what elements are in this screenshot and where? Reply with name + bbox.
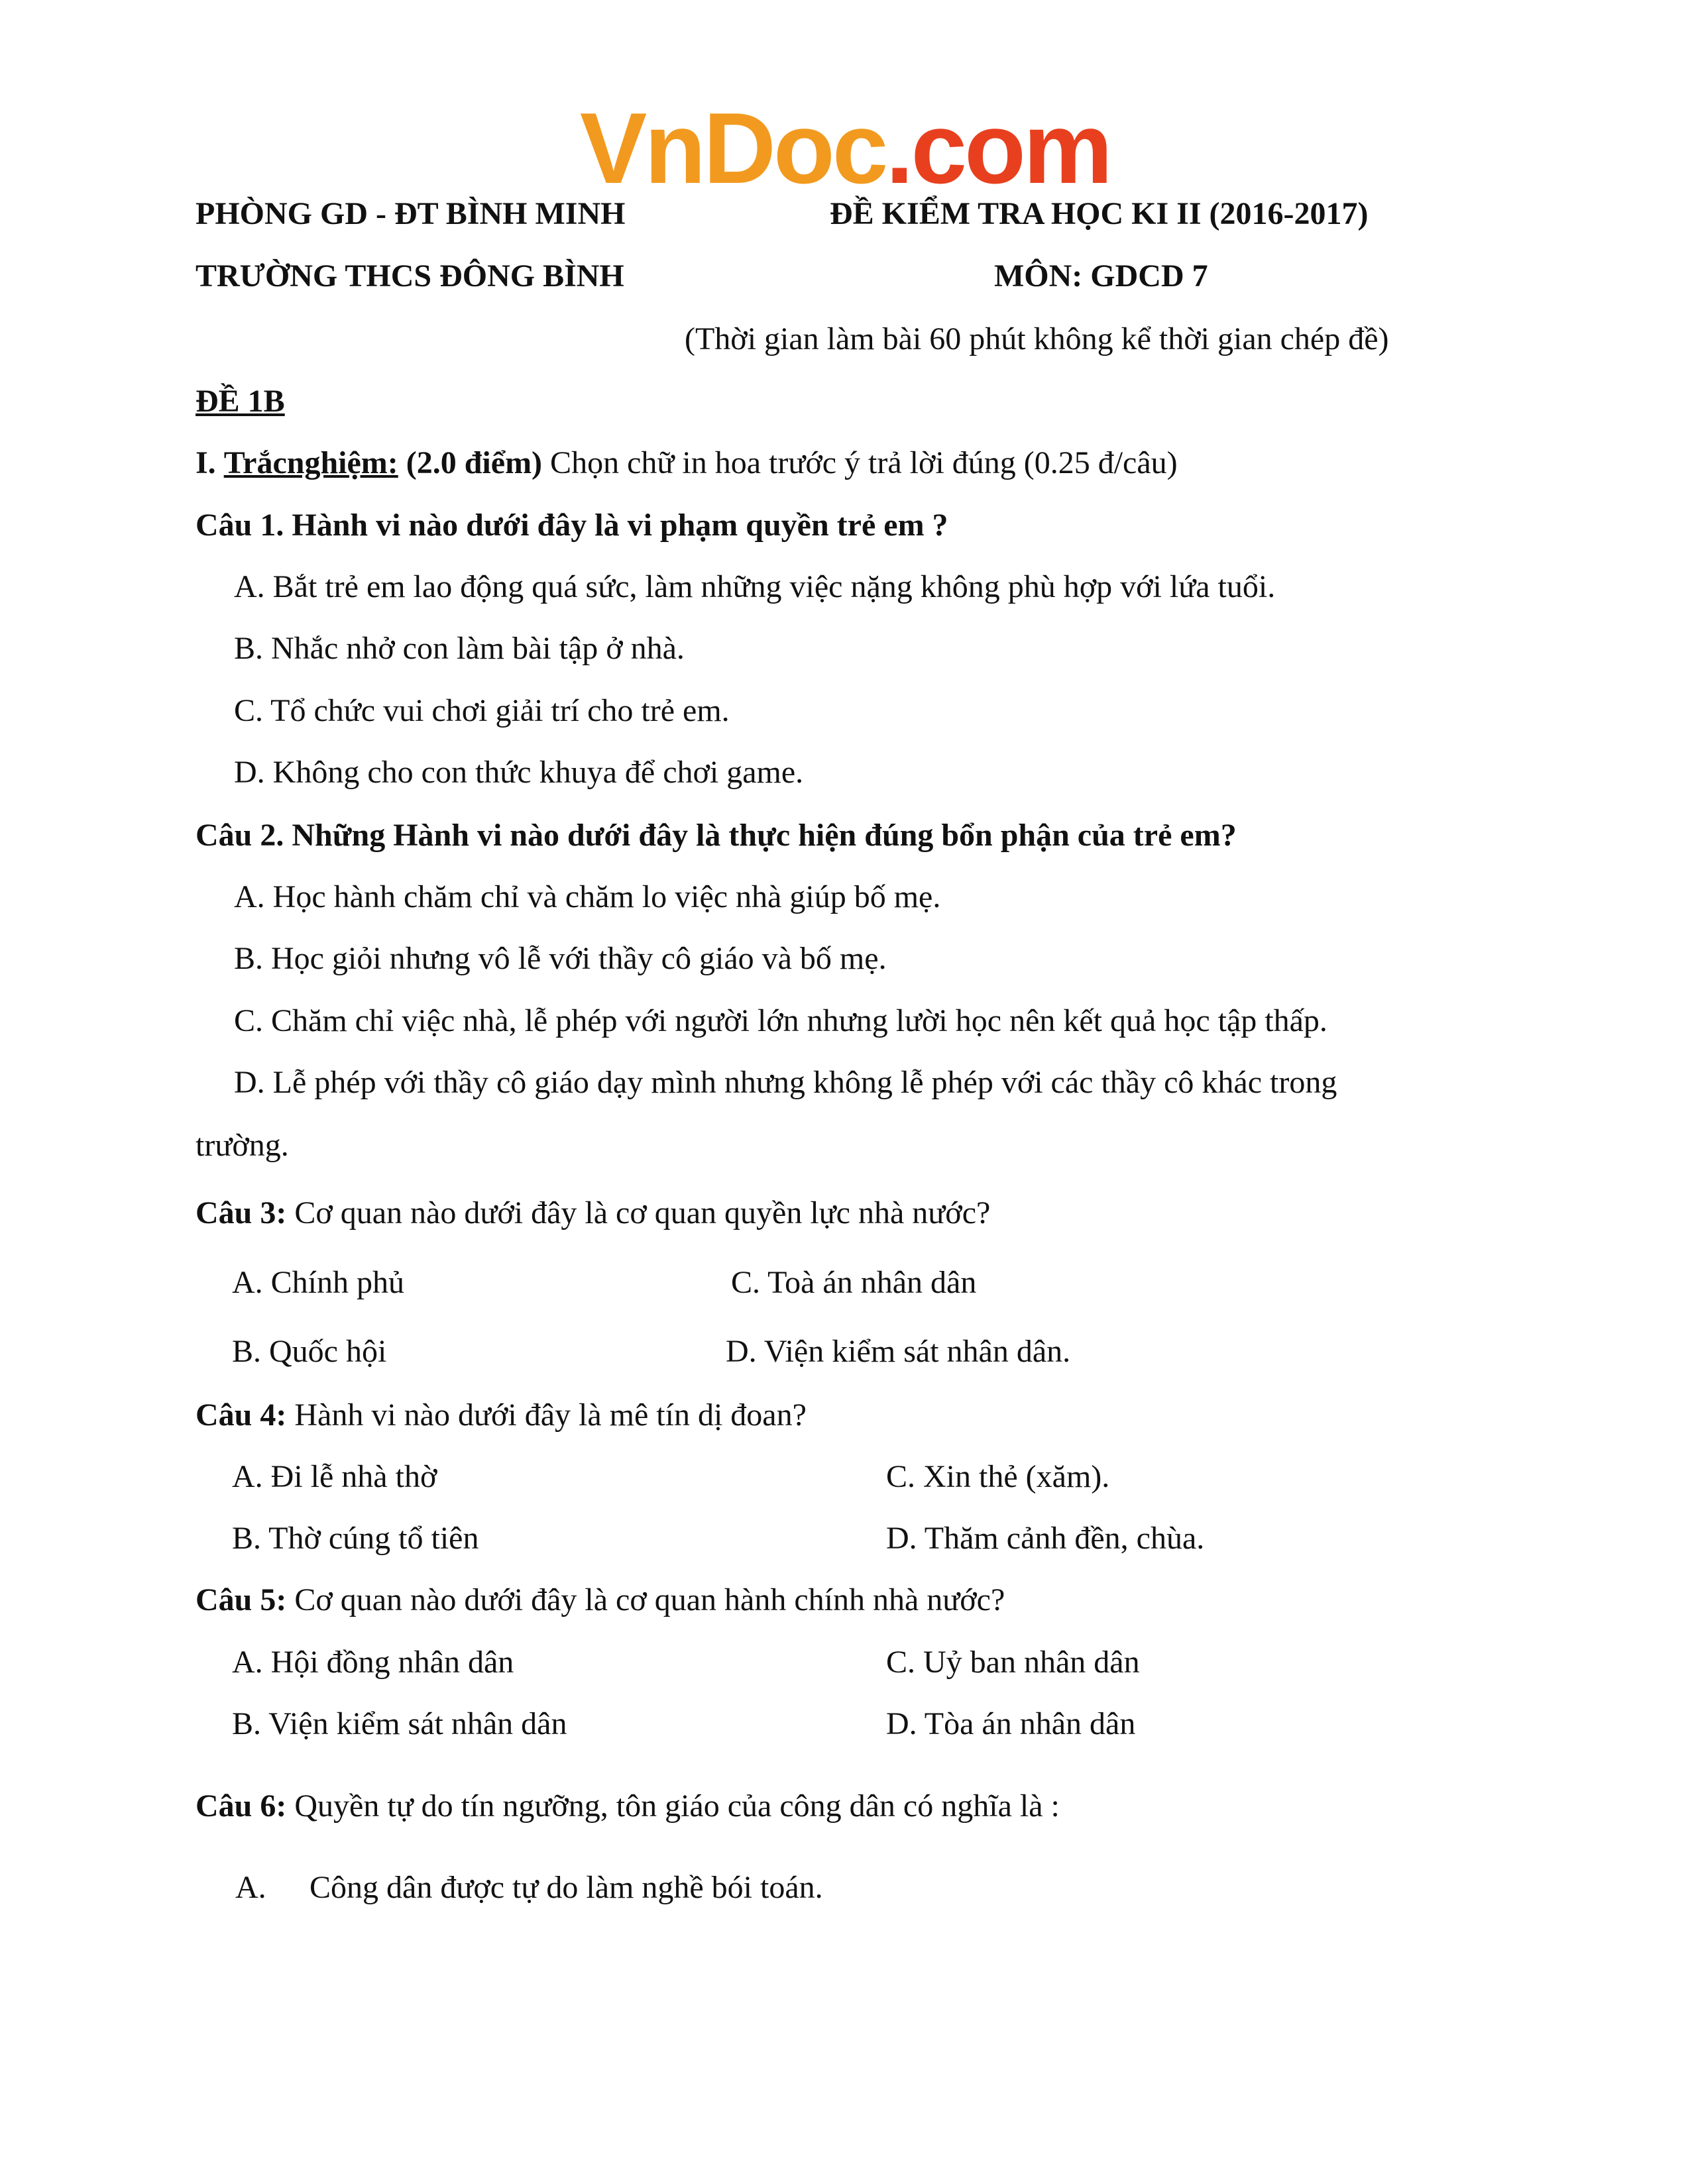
q2-option-a: A. Học hành chăm chỉ và chăm lo việc nhà giúp bố mẹ. [234, 879, 941, 914]
vndoc-logo [0, 92, 1690, 205]
logo-domain: .com [885, 92, 1111, 205]
q5-option-c: C. Uỷ ban nhân dân [886, 1645, 1140, 1680]
q4-label: Câu 4: [196, 1397, 287, 1433]
q3-option-d: D. Viện kiểm sát nhân dân. [726, 1334, 1071, 1369]
q1-option-c: C. Tổ chức vui chơi giải trí cho trẻ em. [234, 693, 730, 728]
q1-option-a: A. Bắt trẻ em lao động quá sức, làm những việc nặng không phù hợp với lứa tuổi. [234, 569, 1276, 604]
q5-label: Câu 5: [196, 1582, 287, 1617]
q2-option-d: D. Lễ phép với thầy cô giáo dạy mình nhưng không lễ phép với các thầy cô khác trong [234, 1065, 1337, 1100]
q1-option-b: B. Nhắc nhở con làm bài tập ở nhà. [234, 631, 685, 666]
header-subject: MÔN: GDCD 7 [994, 258, 1208, 294]
q5-option-b: B. Viện kiểm sát nhân dân [232, 1706, 567, 1741]
header-school: TRƯỜNG THCS ĐÔNG BÌNH [196, 258, 624, 294]
q4-option-a: A. Đi lễ nhà thờ [232, 1459, 437, 1494]
q2-option-c: C. Chăm chỉ việc nhà, lễ phép với người lớn nhưng lười học nên kết quả học tập thấp. [234, 1003, 1327, 1038]
q6-label: Câu 6: [196, 1788, 287, 1824]
section-number: I. [196, 445, 216, 480]
q6-option-a: Công dân được tự do làm nghề bói toán. [310, 1870, 823, 1905]
time-note: (Thời gian làm bài 60 phút không kể thời gian chép đề) [685, 321, 1389, 356]
q4-option-b: B. Thờ cúng tổ tiên [232, 1521, 479, 1556]
q2-option-b: B. Học giỏi nhưng vô lễ với thầy cô giáo và bố mẹ. [234, 941, 887, 976]
q4-option-c: C. Xin thẻ (xăm). [886, 1459, 1110, 1494]
exam-code: ĐỀ 1B [196, 384, 285, 419]
q5-option-a: A. Hội đồng nhân dân [232, 1645, 514, 1680]
question-6-stem [196, 1787, 1060, 1826]
question-1-stem: Câu 1. Hành vi nào dưới đây là vi phạm quyền trẻ em ? [196, 508, 948, 543]
q3-option-b: B. Quốc hội [232, 1334, 387, 1369]
logo-text: VnDoc [579, 92, 886, 205]
question-3-stem [196, 1194, 990, 1232]
q2-option-d-continued: trường. [196, 1128, 289, 1163]
header-exam-title: ĐỀ KIỂM TRA HỌC KI II (2016-2017) [830, 196, 1369, 231]
question-2-stem: Câu 2. Những Hành vi nào dưới đây là thực hiện đúng bổn phận của trẻ em? [196, 818, 1237, 853]
section-1-heading [196, 444, 1178, 482]
question-5-stem [196, 1581, 1005, 1619]
section-title: Trắcnghiệm: [223, 445, 398, 480]
section-points: (2.0 điểm) [406, 445, 543, 480]
q4-text: Hành vi nào dưới đây là mê tín dị đoan? [294, 1397, 807, 1433]
q3-option-a: A. Chính phủ [232, 1265, 405, 1300]
q3-text: Cơ quan nào dưới đây là cơ quan quyền lực nhà nước? [294, 1195, 991, 1230]
q3-label: Câu 3: [196, 1195, 287, 1230]
q6-text: Quyền tự do tín ngưỡng, tôn giáo của công dân có nghĩa là : [294, 1788, 1060, 1824]
section-instruction: Chọn chữ in hoa trước ý trả lời đúng (0.25 đ/câu) [550, 445, 1178, 480]
q5-option-d: D. Tòa án nhân dân [886, 1706, 1136, 1741]
q1-option-d: D. Không cho con thức khuya để chơi game. [234, 755, 804, 790]
header-department: PHÒNG GD - ĐT BÌNH MINH [196, 196, 626, 231]
q4-option-d: D. Thăm cảnh đền, chùa. [886, 1521, 1205, 1556]
q5-text: Cơ quan nào dưới đây là cơ quan hành chính nhà nước? [294, 1582, 1005, 1617]
q6-option-a-letter: A. [235, 1870, 266, 1905]
question-4-stem [196, 1396, 807, 1435]
q3-option-c: C. Toà án nhân dân [731, 1265, 977, 1300]
